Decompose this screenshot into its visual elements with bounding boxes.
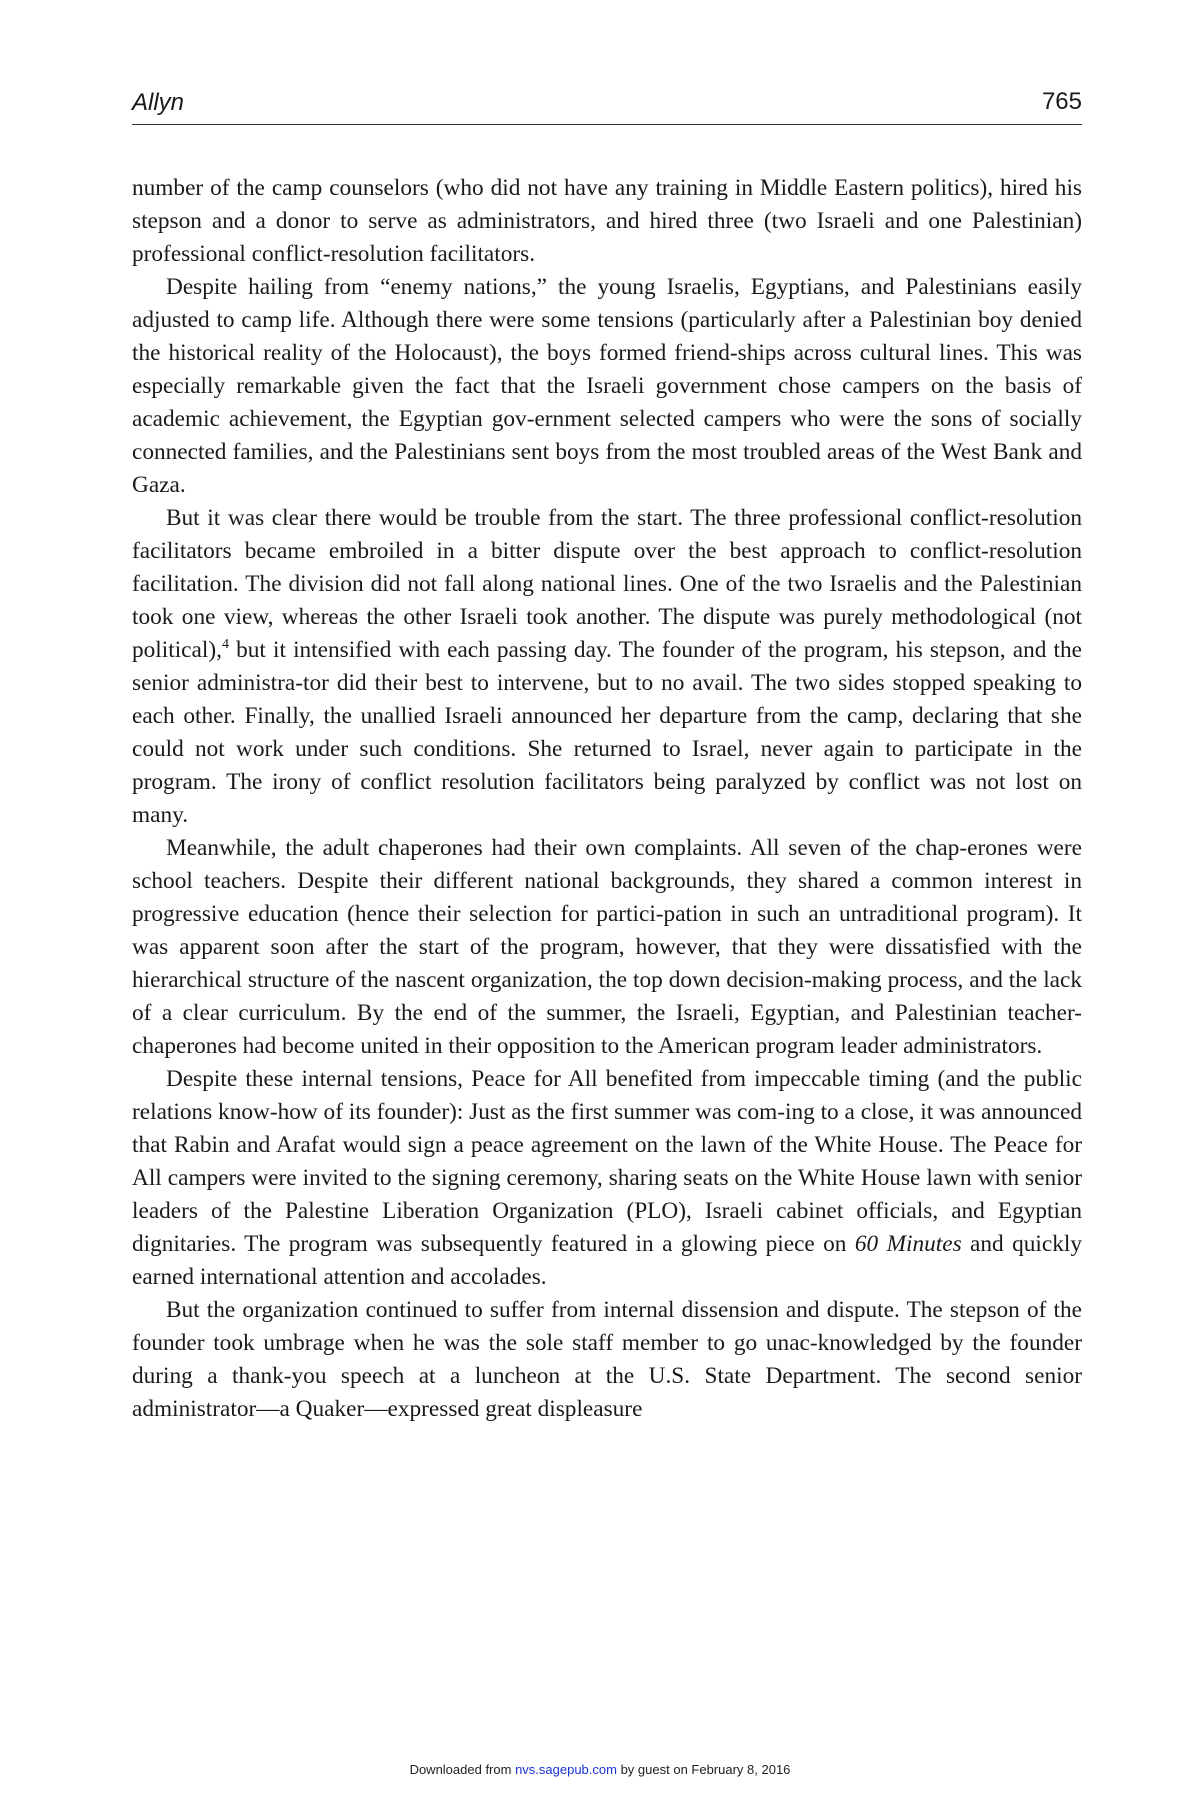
- paragraph-text: and quickly earned international attention and accolades.: [132, 1231, 1082, 1290]
- paragraph-text: Meanwhile, the adult chaperones had their own complaints. All seven of the chap-erones were school teachers. Despite their different national backgrounds, they shared a common interest in progressive education (hence their selection for partici-pation in such an untraditional program). It was apparent soon after the start of the program, however, that they were dissatisfied with the hierarchical structure of the nascent organization, the top down decision-making process, and the lack of a clear curriculum. By the end of the summer, the Israeli, Egyptian, and Palestinian teacher-chaperones had become united in their opposition to the American program leader administrators.: [132, 835, 1082, 1059]
- running-head-author: Allyn: [132, 89, 185, 116]
- paragraph: [132, 832, 1082, 1063]
- paragraph: [132, 1063, 1082, 1294]
- paragraph: [132, 502, 1082, 832]
- paragraph-text: Despite these internal tensions, Peace for All benefited from impeccable timing (and the public relations know-how of its founder): Just as the first summer was com-ing to a close, it was announced that Rabin and Arafat would sign a peace agreement on the lawn of the White House. The Peace for All campers were invited to the signing ceremony, sharing seats on the White House lawn with senior leaders of the Palestine Liberation Organization (PLO), Israeli cabinet officials, and Egyptian dignitaries. The program was subsequently featured in a glowing piece on: [132, 1066, 1082, 1257]
- paragraph-text: But it was clear there would be trouble from the start. The three professional conflict-resolution facilitators became embroiled in a bitter dispute over the best approach to conflict-resolution facilitation. The division did not fall along national lines. One of the two Israelis and the Palestinian took one view, whereas the other Israeli took another. The dispute was purely methodological (not political),: [132, 505, 1082, 663]
- download-notice-prefix: Downloaded from: [409, 1762, 516, 1777]
- paragraph-text: But the organization continued to suffer from internal dissension and dispute. The stepson of the founder took umbrage when he was the sole staff member to go unac-knowledged by the founder during a thank-you speech at a luncheon at the U.S. State Department. The second senior administrator—a Quaker—expressed great displeasure: [132, 1297, 1082, 1422]
- download-notice: [0, 1762, 1200, 1777]
- running-head: [132, 88, 1082, 125]
- italic-title: 60 Minutes: [854, 1231, 962, 1257]
- source-site-link[interactable]: nvs.sagepub.com: [515, 1762, 617, 1777]
- footnote-marker: 4: [221, 637, 229, 653]
- page-number: 765: [1041, 88, 1082, 115]
- paragraph: [132, 271, 1082, 502]
- paragraph: [132, 1294, 1082, 1426]
- paragraph-text: Despite hailing from “enemy nations,” the young Israelis, Egyptians, and Palestinians easily adjusted to camp life. Although there were some tensions (particularly after a Palestinian boy denied the historical reality of the Holocaust), the boys formed friend-ships across cultural lines. This was especially remarkable given the fact that the Israeli government chose campers on the basis of academic achievement, the Egyptian gov-ernment selected campers who were the sons of socially connected families, and the Palestinians sent boys from the most troubled areas of the West Bank and Gaza.: [132, 274, 1082, 498]
- download-notice-suffix: by guest on February 8, 2016: [616, 1762, 791, 1777]
- paragraph: [132, 172, 1082, 271]
- body-text: [132, 172, 1082, 1426]
- paragraph-text: number of the camp counselors (who did not have any training in Middle Eastern politics), hired his stepson and a donor to serve as administrators, and hired three (two Israeli and one Palestinian) professional conflict-resolution facilitators.: [132, 175, 1082, 267]
- paragraph-text: but it intensified with each passing day. The founder of the program, his stepson, and the senior administra-tor did their best to intervene, but to no avail. The two sides stopped speaking to each other. Finally, the unallied Israeli announced her departure from the camp, declaring that she could not work under such conditions. She returned to Israel, never again to participate in the program. The irony of conflict resolution facilitators being paralyzed by conflict was not lost on many.: [132, 637, 1082, 828]
